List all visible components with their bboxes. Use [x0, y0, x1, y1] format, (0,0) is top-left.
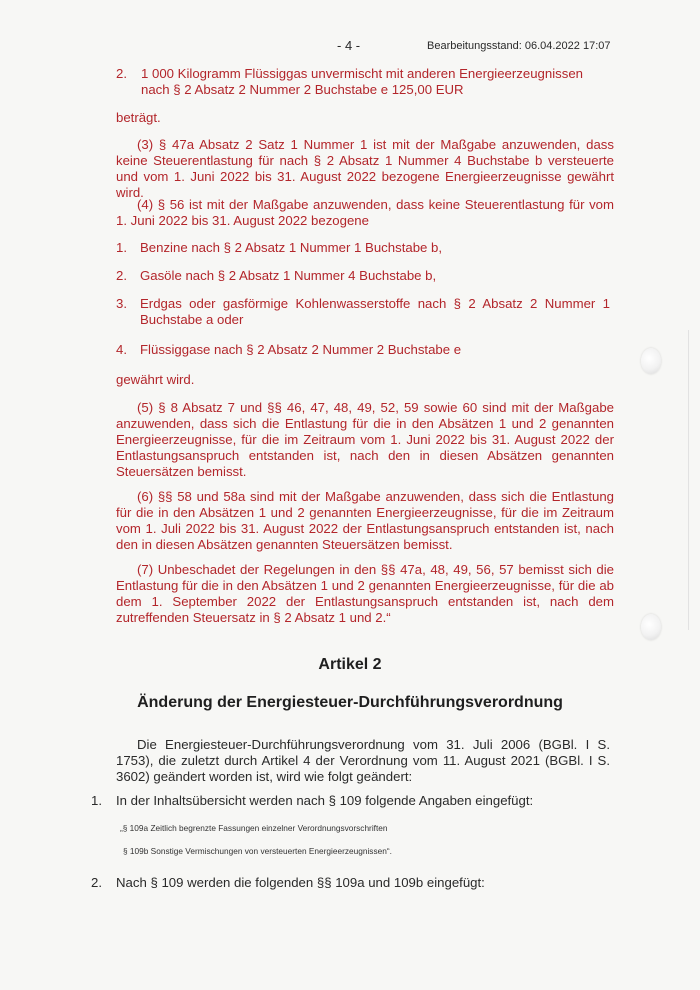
article-intro: Die Energiesteuer-Durchführungsverordnung vom 31. Juli 2006 (BGBl. I S. 1753), die zuletzt durch Artikel 4 der Verordnung vom 11. August 2021 (BGBl. I S. 3602) geändert worden ist, wird wie folgt geändert:: [116, 737, 610, 784]
paragraph-3: (3) § 47a Absatz 2 Satz 1 Nummer 1 ist mit der Maßgabe anzuwenden, dass keine Steuerentlastung für nach § 2 Absatz 1 Nummer 4 Buchstabe b versteuerte und vom 1. Juni 2022 bis 31. August 2022 bezogene Energieerzeugnisse gewährt wird.: [116, 137, 614, 200]
list-item-text: Gasöle nach § 2 Absatz 1 Nummer 4 Buchstabe b,: [140, 268, 437, 283]
list-item-text: Benzine nach § 2 Absatz 1 Nummer 1 Buchstabe b,: [140, 240, 443, 255]
list-number: 1.: [91, 793, 102, 808]
paragraph-4-intro: (4) § 56 ist mit der Maßgabe anzuwenden, dass keine Steuerentlastung für vom 1. Juni 2022 bis 31. August 2022 bezogene: [116, 197, 614, 228]
paragraph-7: (7) Unbeschadet der Regelungen in den §§ 47a, 48, 49, 56, 57 bemisst sich die Entlastung für die in den Absätzen 1 und 2 genannten Energieerzeugnisse, für die ab dem 1. September 2022 der Entlastungsanspruch entstanden ist, nach dem zutreffenden Steuersatz in § 2 Absatz 1 und 2.“: [116, 562, 614, 625]
page-number: - 4 -: [337, 38, 361, 53]
paragraph-4-tail: gewährt wird.: [116, 372, 195, 387]
paragraph-6: (6) §§ 58 und 58a sind mit der Maßgabe anzuwenden, dass sich die Entlastung für die in den Absätzen 1 und 2 genannten Energieerzeugnisse, für die im Zeitraum vom 1. Juli 2022 bis 31. August 2022 der Entlastungsanspruch entstanden ist, nach den in diesen Absätzen genannten Steuersätzen bemisst.: [116, 489, 614, 552]
inserted-entry-109b: § 109b Sonstige Vermischungen von versteuerten Energieerzeugnissen“.: [123, 846, 392, 856]
list-item-text: In der Inhaltsübersicht werden nach § 109 folgende Angaben eingefügt:: [116, 793, 534, 808]
revision-status: Bearbeitungsstand: 06.04.2022 17:07: [427, 40, 611, 52]
article-title: Änderung der Energiesteuer-Durchführungsverordnung: [137, 694, 563, 711]
page-edge-line: [688, 330, 689, 630]
punch-hole: [641, 348, 661, 374]
list-number: 4.: [116, 342, 127, 357]
list-item-text: Erdgas oder gasförmige Kohlenwasserstoffe nach § 2 Absatz 2 Nummer 1 Buchstabe a oder: [140, 296, 610, 327]
list-number: 2.: [116, 66, 127, 81]
list-item-text: 1 000 Kilogramm Flüssiggas unvermischt mit anderen Energieerzeugnissen nach § 2 Absatz 2 Nummer 2 Buchstabe e 125,00 EUR: [141, 66, 584, 97]
paragraph-tail: beträgt.: [116, 110, 161, 125]
list-number: 2.: [116, 268, 127, 283]
punch-hole: [641, 614, 661, 640]
article-number: Artikel 2: [318, 656, 382, 673]
list-item-text: Nach § 109 werden die folgenden §§ 109a und 109b eingefügt:: [116, 875, 485, 890]
inserted-entry-109a: „§ 109a Zeitlich begrenzte Fassungen einzelner Verordnungsvorschriften: [120, 823, 388, 833]
list-number: 2.: [91, 875, 102, 890]
list-number: 1.: [116, 240, 127, 255]
list-number: 3.: [116, 296, 127, 311]
list-item-text: Flüssiggase nach § 2 Absatz 2 Nummer 2 Buchstabe e: [140, 342, 462, 357]
paragraph-5: (5) § 8 Absatz 7 und §§ 46, 47, 48, 49, 52, 59 sowie 60 sind mit der Maßgabe anzuwenden, dass sich die Entlastung für die in den Absätzen 1 und 2 genannten Energieerzeugnisse, für die im Zeitraum vom 1. Juni 2022 bis 31. August 2022 der Entlastungsanspruch entstanden ist, nach den in diesen Absätzen genannten Steuersätzen bemisst.: [116, 400, 614, 479]
